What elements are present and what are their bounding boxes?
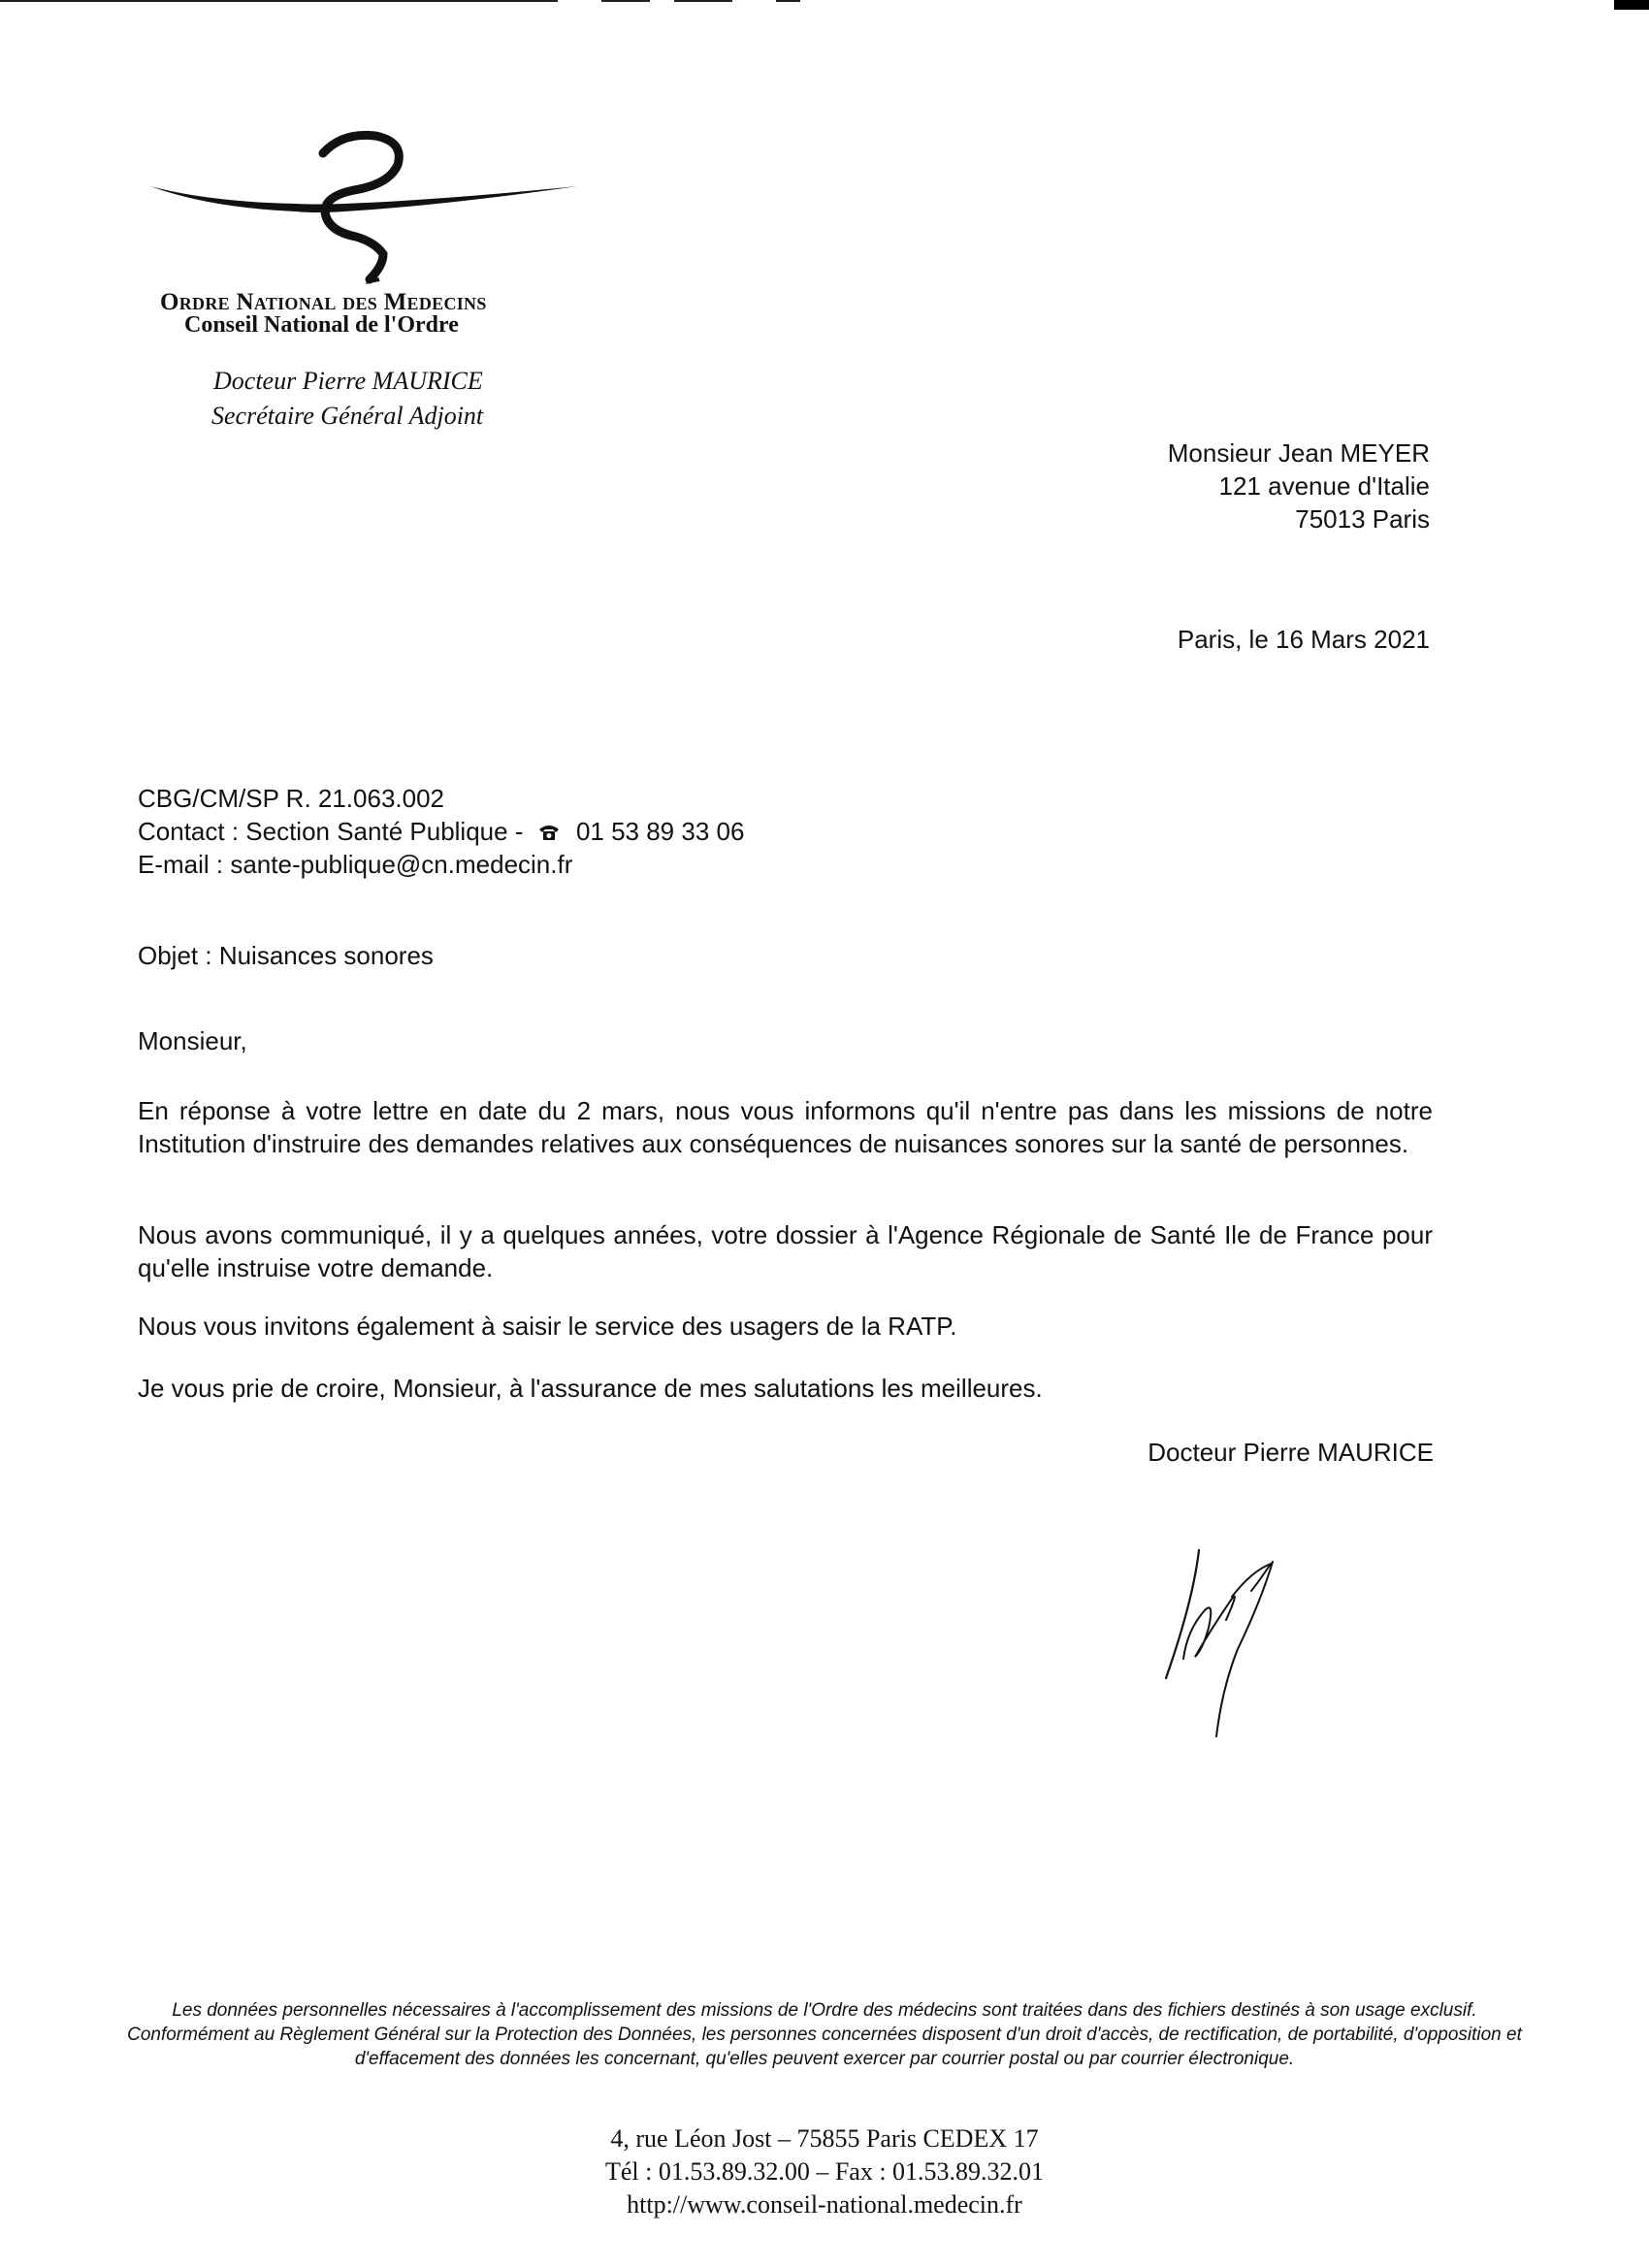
footer-address: 4, rue Léon Jost – 75855 Paris CEDEX 17 (610, 2124, 1039, 2153)
footer-website: http://www.conseil-national.medecin.fr (627, 2190, 1022, 2219)
body-paragraph: Nous avons communiqué, il y a quelques années, votre dossier à l'Agence Régionale de Santé Ile de France pour qu'elle instruise votre demande. (138, 1220, 1433, 1282)
scan-corner-mark (1614, 0, 1649, 10)
reference-block (138, 782, 744, 881)
recipient-city: 75013 Paris (1295, 504, 1430, 534)
recipient-name: Monsieur Jean MEYER (1167, 438, 1430, 468)
handwritten-signature-icon (1154, 1542, 1348, 1766)
email-line: E-mail : sante-publique@cn.medecin.fr (138, 850, 573, 879)
scan-edge-line (601, 0, 650, 2)
scan-edge-line (0, 0, 558, 2)
contact-phone: 01 53 89 33 06 (575, 817, 745, 846)
reference-code: CBG/CM/SP R. 21.063.002 (138, 784, 445, 813)
recipient-street: 121 avenue d'Italie (1218, 471, 1430, 501)
salutation: Monsieur, (138, 1026, 247, 1055)
body-paragraph: Nous vous invitons également à saisir le service des usagers de la RATP. (138, 1312, 957, 1341)
closing-name: Docteur Pierre MAURICE (1148, 1438, 1434, 1467)
sender-name: Docteur Pierre MAURICE (213, 367, 483, 395)
letter-date: Paris, le 16 Mars 2021 (1177, 625, 1430, 654)
contact-label: Contact : Section Santé Publique - (138, 817, 524, 846)
body-paragraph: En réponse à votre lettre en date du 2 mars, nous vous informons qu'il n'entre pas dans les missions de notre Institution d'instruire des demandes relatives aux conséquences de nuisances sonores sur la santé de personnes. (138, 1096, 1433, 1158)
footer-phone-fax: Tél : 01.53.89.32.00 – Fax : 01.53.89.32.01 (604, 2157, 1045, 2186)
subject-line: Objet : Nuisances sonores (138, 941, 434, 970)
contact-line (138, 815, 744, 848)
organization-name: Ordre National des Medecins (160, 289, 487, 315)
recipient-address (1168, 437, 1430, 535)
scan-edge-line (674, 0, 732, 2)
caduceus-serpent-logo-icon (150, 126, 577, 291)
footer-contact (0, 2122, 1649, 2221)
telephone-icon (538, 824, 560, 841)
organization-subtitle: Conseil National de l'Ordre (184, 312, 459, 338)
privacy-notice: Les données personnelles nécessaires à l'accomplissement des missions de l'Ordre des médecins sont traitées dans des fichiers destinés à son usage exclusif. Conformément au Règlement Général sur la Protection des Données, les personnes concernées disposent d'un droit d'accès, de rectification, de portabilité, d'opposition et d'effacement des données les concernant, qu'elles peuvent exercer par courrier postal ou par courrier électronique. (127, 2000, 1522, 2069)
body-paragraph: Je vous prie de croire, Monsieur, à l'assurance de mes salutations les meilleures. (138, 1374, 1043, 1403)
sender-title: Secrétaire Général Adjoint (211, 402, 484, 430)
scan-edge-line (776, 0, 800, 2)
